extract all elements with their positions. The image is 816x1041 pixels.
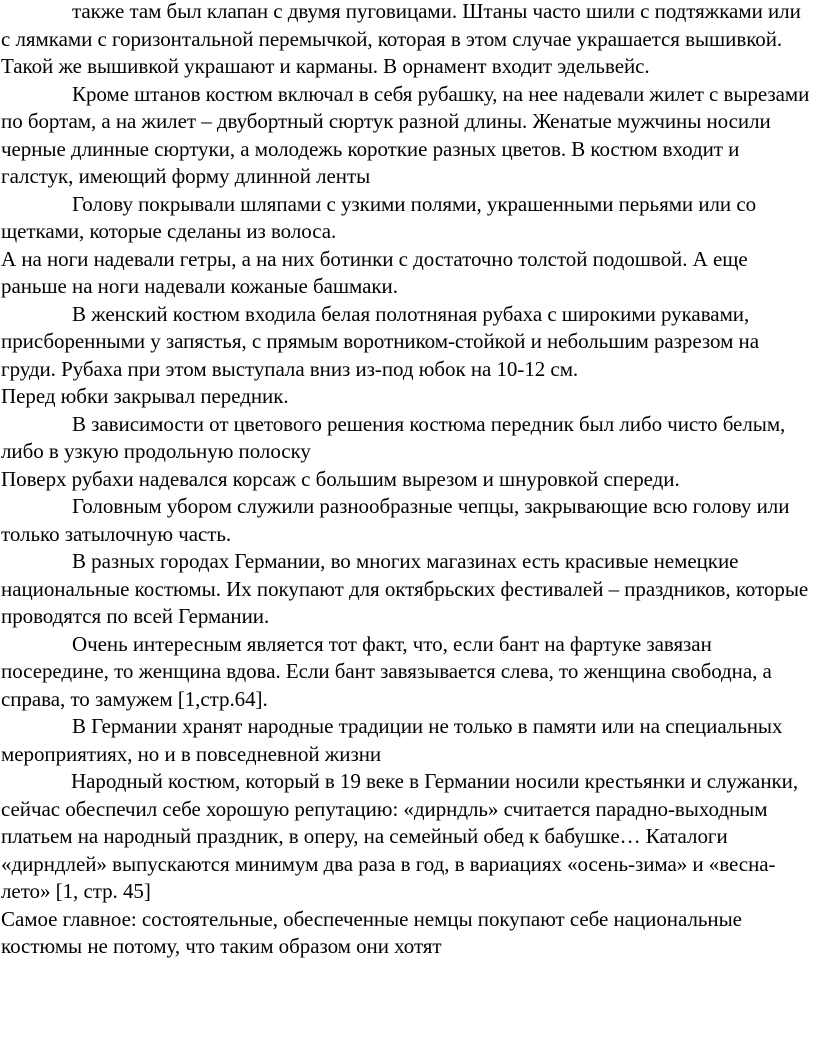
paragraph-trousers-details: также там был клапан с двумя пуговицами. Штаны часто шили с подтяжками или с лямками с горизонтальной перемычкой, которая в этом случае украшается вышивкой. Такой же вышивкой украшают и карманы. В орнамент входит эдельвейс. [1, 0, 801, 78]
paragraph-dirndl: Народный костюм, который в 19 веке в Германии носили крестьянки и служанки, сейчас обеспечил себе хорошую репутацию: «дирндль» считается парадно-выходным платьем на народный праздник, в оперу, на семейный обед к бабушке… Каталоги «дирндлей» выпускаются минимум два раза в год, в вариациях «осень-зима» и «весна-лето» [1, стр. 45] [1, 769, 799, 903]
paragraph-womens-shirt: В женский костюм входила белая полотняная рубаха с широкими рукавами, присборенными у запястья, с прямым воротником-стойкой и небольшим разрезом на груди. Рубаха при этом выступала вниз из-под юбок на 10-12 см. [1, 301, 759, 381]
paragraph-apron: Перед юбки закрывал передник. [1, 384, 289, 408]
paragraph-shirt-vest-coat: Кроме штанов костюм включал в себя рубашку, на нее надевали жилет с вырезами по бортам, а на жилет – двубортный сюртук разной длины. Женатые мужчины носили черные длинные сюртуки, а молодежь короткие разных цветов. В костюм входит и галстук, имеющий форму длинной ленты [1, 81, 810, 188]
paragraph-shops: В разных городах Германии, во многих магазинах есть красивые немецкие национальные костюмы. Их покупают для октябрьских фестивалей – праздников, которые проводятся по всей Германии. [1, 549, 809, 628]
paragraph-traditions: В Германии хранят народные традиции не только в памяти или на специальных мероприятиях, но и в повседневной жизни [1, 714, 783, 766]
paragraph-apron-colors: В зависимости от цветового решения костюма передник был либо чисто белым, либо в узкую продольную полоску [1, 411, 786, 463]
paragraph-bow-meaning: Очень интересным является тот факт, что, если бант на фартуке завязан посередине, то женщина вдова. Если бант завязывается слева, то женщина свободна, а справа, то замужем [1,стр.64]. [1, 631, 772, 711]
paragraph-corsage: Поверх рубахи надевался корсаж с большим вырезом и шнуровкой спереди. [1, 466, 680, 491]
paragraph-headwear: Головным убором служили разнообразные чепцы, закрывающие всю голову или только затылочную часть. [1, 494, 790, 546]
paragraph-hats: Голову покрывали шляпами с узкими полями, украшенными перьями или со щетками, которые сделаны из волоса. [1, 191, 757, 243]
paragraph-footwear: А на ноги надевали гетры, а на них ботинки с достаточно толстой подошвой. А еще раньше на ноги надевали кожаные башмаки. [1, 246, 748, 298]
paragraph-conclusion: Самое главное: состоятельные, обеспеченные немцы покупают себе национальные костюмы не потому, что таким образом они хотят [1, 906, 742, 958]
